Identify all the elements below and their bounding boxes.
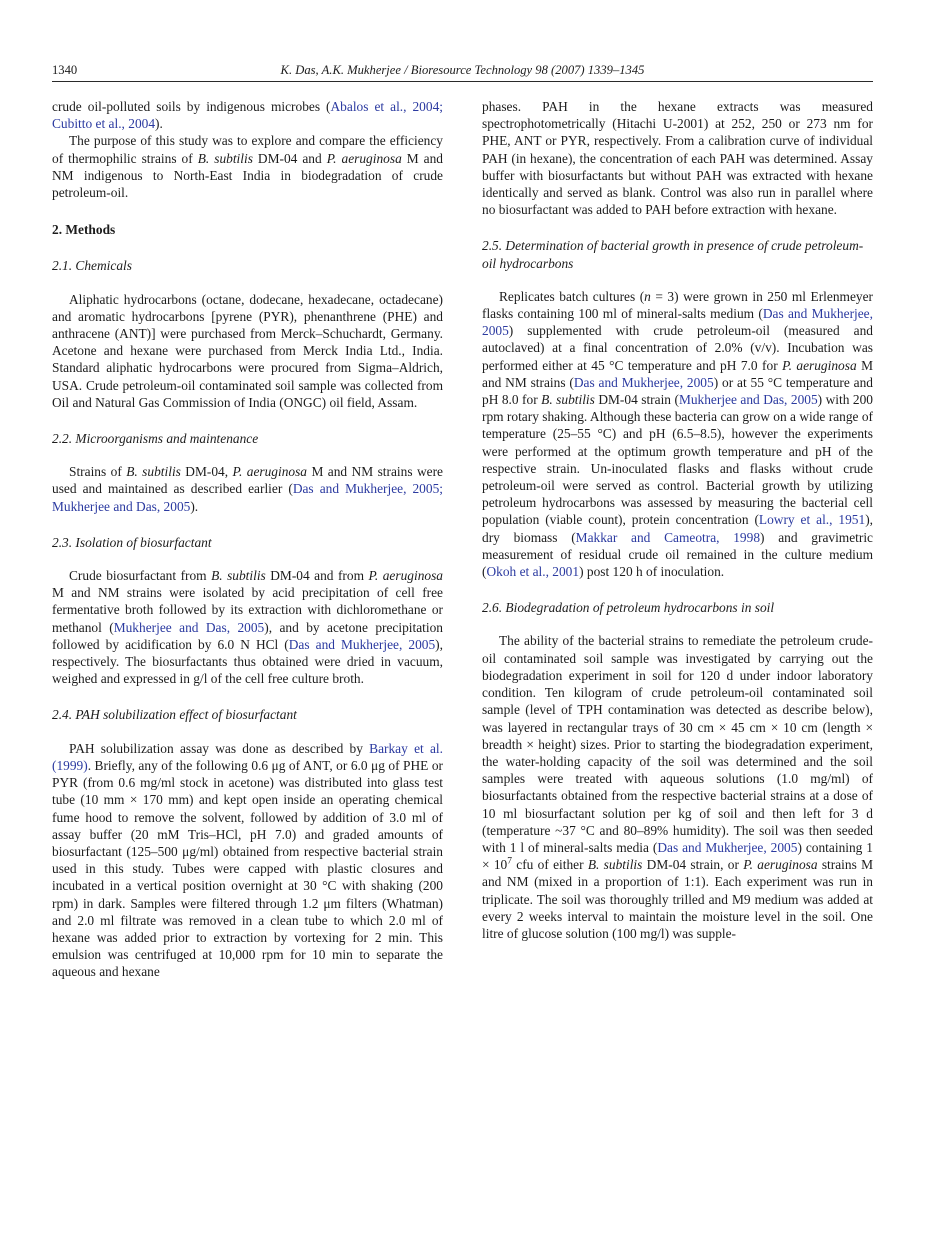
paragraph <box>482 288 873 580</box>
text: cfu of either <box>511 857 588 873</box>
superscript: 7 <box>507 856 512 867</box>
text: ), dry biomass ( <box>482 512 873 545</box>
citation-link[interactable]: Das and Mukherjee, 2005 <box>573 374 714 390</box>
text: ) supplemented with crude petroleum-oil (measured and autoclaved) at a final concentration of 2.0% (v/v). Incubation was performed either at 45 °C temperature and pH 7.0 for <box>482 323 873 373</box>
text: ). <box>190 498 199 514</box>
subsection-heading <box>482 237 873 271</box>
citation-link[interactable]: Das and Mukherjee, 2005 <box>288 636 436 652</box>
paragraph <box>52 132 443 201</box>
text: M and NM strains were isolated by acid precipitation of cell free fermentative broth followed by its extraction with dichloromethane or methanol ( <box>52 585 443 635</box>
text: ) post 120 h of inoculation. <box>579 564 725 580</box>
paragraph <box>52 98 443 132</box>
paragraph <box>52 291 443 411</box>
paragraph <box>482 632 873 942</box>
text: 2.5. Determination of bacterial growth in presence of crude petroleum-oil hydrocarbons <box>482 238 864 271</box>
text: 2.6. Biodegradation of petroleum hydrocarbons in soil <box>482 600 775 616</box>
italic-text: P. aeruginosa <box>743 857 818 873</box>
text: = 3) were grown in 250 ml Erlenmeyer flasks containing 100 ml of mineral-salts medium ( <box>482 288 873 322</box>
text: 2.2. Microorganisms and maintenance <box>52 431 259 447</box>
italic-text: P. aeruginosa <box>368 568 443 584</box>
text: ) with 200 rpm rotary shaking. Although these bacteria can grow on a wide range of temperature (25–55 °C) and pH (6.5–8.5), however the experiments were performed at the optimum growth temperature and pH of the respective strain. Un-inoculated flasks and flasks without crude petroleum-oil were served as control. Bacterial growth by utilizing petroleum hydrocarbons was assessed by measuring the bacterial cell population (viable count), protein concentration ( <box>482 392 873 528</box>
italic-text: P. aeruginosa <box>782 357 857 373</box>
text: ), respectively. The biosurfactants thus obtained were dried in vacuum, weighed and expressed in g/l of the cell free culture broth. <box>52 636 443 687</box>
text: DM-04 and from <box>265 568 369 584</box>
italic-text: B. subtilis <box>541 392 595 408</box>
citation-link[interactable]: Makkar and Cameotra, 1998 <box>575 529 761 545</box>
page-header <box>52 62 873 82</box>
italic-text: P. aeruginosa <box>326 150 402 166</box>
subsection-heading <box>482 599 873 616</box>
paragraph <box>482 98 873 218</box>
citation-link[interactable]: Okoh et al., 2001 <box>486 564 580 580</box>
text: ), and by acetone precipitation followed by acidification by 6.0 N HCl ( <box>52 619 443 652</box>
text: ) or at 55 °C temperature and pH 8.0 for <box>482 374 873 408</box>
text: 2.3. Isolation of biosurfactant <box>52 534 212 550</box>
two-column-body <box>52 98 873 981</box>
citation-link[interactable]: Barkay et al. (1999) <box>52 740 443 773</box>
italic-text: B. subtilis <box>211 568 266 584</box>
text: DM-04, <box>180 464 233 480</box>
column-right <box>482 98 873 981</box>
text: M and NM indigenous to North-East India in biodegradation of crude petroleum-oil. <box>52 150 444 201</box>
subsection-heading <box>52 430 443 447</box>
text: DM-04 strain ( <box>594 392 679 408</box>
text: 2.4. PAH solubilization effect of biosurfactant <box>52 707 297 723</box>
text: strains M and NM (mixed in a proportion of 1:1). Each experiment was run in triplicate. The soil was thoroughly trilled and M9 medium was added at every 2 weeks interval to maintain the moisture level in the soil. One litre of glucose solution (100 mg/l) was supple- <box>482 857 873 941</box>
text: DM-04 and <box>252 150 327 166</box>
paragraph <box>52 567 443 687</box>
text: M and NM strains were used and maintained as described earlier ( <box>52 464 443 497</box>
italic-text: B. subtilis <box>587 857 643 873</box>
text: 2. Methods <box>52 222 116 238</box>
text: PAH solubilization assay was done as described by <box>69 740 370 756</box>
text: ) and gravimetric measurement of residual crude oil remained in the culture medium ( <box>482 529 873 580</box>
citation-link[interactable]: Das and Mukherjee, 2005 <box>482 306 873 339</box>
text: ). <box>155 116 163 132</box>
text: crude oil-polluted soils by indigenous microbes ( <box>52 99 331 114</box>
text: Aliphatic hydrocarbons (octane, dodecane, hexadecane, octadecane) and aromatic hydrocarbons [pyrene (PYR), phenanthrene (PHE) and anthracene (ANT)] were purchased from Merck–Schuchardt, Germany. Acetone and hexane were purchased from Merck India Ltd., India. Standard aliphatic hydrocarbons were procured from Sigma–Aldrich, USA. Crude petroleum-oil contaminated soil sample was collected from Oil and Natural Gas Commission of India (ONGC) oil field, Assam. <box>52 291 443 410</box>
paragraph <box>52 740 443 981</box>
citation-link[interactable]: Abalos et al., 2004; Cubitto et al., 2004 <box>52 99 443 132</box>
text: The ability of the bacterial strains to remediate the petroleum crude-oil contaminated soil sample was investigated by carrying out the biodegradation experiment in soil for 120 d under indoor laboratory condition. Ten kilogram of crude petroleum-oil contaminated soil sample (level of TPH contamination was detected as describe below), was layered in rectangular trays of 30 cm × 45 cm × 10 cm (length × breadth × height) sizes. Prior to starting the biodegradation experiment, the water-holding capacity of the soil was determined and the soil samples were treated with aqueous solutions (1.0 mg/ml) of biosurfactants obtained from the respective bacterial strains at a dose of 10 ml biosurfactant solution per kg of soil and then left for 3 d (temperature ~37 °C and 80–89% humidity). The soil was then seeded with 1 l of mineral-salts media ( <box>482 633 873 855</box>
page-number: 1340 <box>52 63 78 77</box>
text: DM-04 strain, or <box>642 857 744 873</box>
citation-link[interactable]: Das and Mukherjee, 2005 <box>657 839 798 855</box>
text: The purpose of this study was to explore and compare the efficiency of thermophilic strains of <box>52 133 443 166</box>
column-left <box>52 98 443 981</box>
text: M and NM strains ( <box>482 357 874 390</box>
subsection-heading <box>52 257 443 274</box>
text: ) containing 1 × 10 <box>482 839 874 873</box>
italic-text: P. aeruginosa <box>232 464 308 480</box>
text: Crude biosurfactant from <box>69 568 212 584</box>
text: . Briefly, any of the following 0.6 μg of ANT, or 6.0 μg of PHE or PYR (from 0.6 mg/ml stock in acetone) was distributed into glass test tube (10 mm × 170 mm) and kept open inside an operating chemical fume hood to remove the solvent, followed by addition of 3.0 ml of assay buffer (20 mM Tris–HCl, pH 7.0) and graded amounts of biosurfactant (125–500 μg/ml) obtained from respective bacterial strain used in this study. Tubes were capped with plastic closures and incubated in a vertical position overnight at 30 °C with shaking (200 rpm) in dark. Samples were filtered through 1.2 μm filters (Whatman) and 2.0 ml filtrate was removed in a clean tube to which 2.0 ml of hexane was added prior to extraction by vortexing for 2 min. This emulsion was centrifuged at 10,000 rpm for 10 min to separate the aqueous and hexane <box>52 757 443 980</box>
subsection-heading <box>52 534 443 551</box>
paragraph <box>52 463 443 515</box>
text: Replicates batch cultures ( <box>499 288 645 304</box>
citation-link[interactable]: Lowry et al., 1951 <box>758 512 866 528</box>
section-heading <box>52 221 443 238</box>
citation-link[interactable]: Mukherjee and Das, 2005 <box>113 619 265 635</box>
italic-text: n <box>644 288 651 304</box>
text: 2.1. Chemicals <box>52 258 132 274</box>
text: Strains of <box>69 464 127 480</box>
text: phases. PAH in the hexane extracts was measured spectrophotometrically (Hitachi U-2001) at 252, 250 or 273 nm for PHE, ANT or PYR, respectively. From a calibration curve of individual PAH (in hexane), the concentration of each PAH was determined. Assay buffer with biosurfactants but without PAH was extracted with hexane identically and served as blank. Control was also run in parallel where no biosurfactant was added to PAH before extraction with hexane. <box>482 99 873 218</box>
italic-text: B. subtilis <box>126 464 181 480</box>
italic-text: B. subtilis <box>197 150 253 166</box>
citation-link[interactable]: Das and Mukherjee, 2005; Mukherjee and Das, 2005 <box>52 481 443 514</box>
subsection-heading <box>52 706 443 723</box>
citation-link[interactable]: Mukherjee and Das, 2005 <box>678 392 818 408</box>
running-head: K. Das, A.K. Mukherjee / Bioresource Technology 98 (2007) 1339–1345 <box>280 63 645 77</box>
